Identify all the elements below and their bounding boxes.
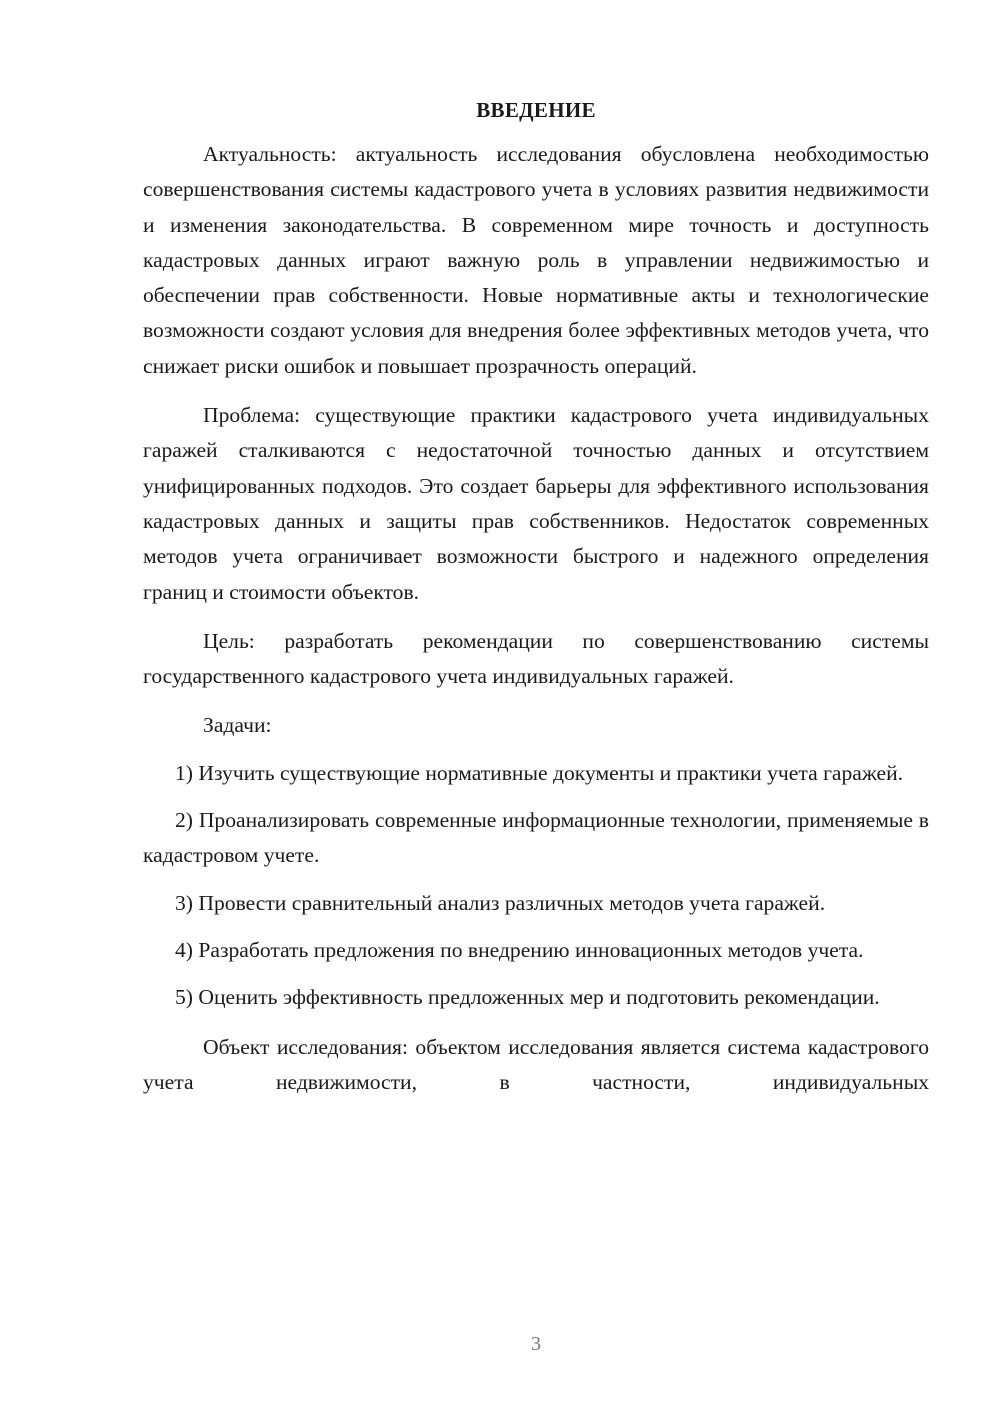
task-item: 4) Разработать предложения по внедрению инновационных методов учета. [175, 937, 864, 962]
task-item: 1) Изучить существующие нормативные документы и практики учета гаражей. [175, 760, 904, 785]
object-paragraph: Объект исследования: объектом исследования является система кадастрового учета недвижимости, в частности, индивидуальных [143, 1034, 929, 1094]
relevance-paragraph: Актуальность: актуальность исследования обусловлена необходимостью совершенствования системы кадастрового учета в условиях развития недвижимости и изменения законодательства. В современном мире точность и доступность кадастровых данных играют важную роль в управлении недвижимостью и обеспечении прав собственности. Новые нормативные акты и технологические возможности создают условия для внедрения более эффективных методов учета, что снижает риски ошибок и повышает прозрачность операций. [143, 142, 929, 378]
section-title: ВВЕДЕНИЕ [476, 98, 596, 122]
goal-paragraph: Цель: разработать рекомендации по совершенствованию системы государственного кадастрового учета индивидуальных гаражей. [143, 628, 929, 689]
page-content [143, 95, 929, 1100]
task-item: 3) Провести сравнительный анализ различных методов учета гаражей. [175, 890, 826, 915]
problem-paragraph: Проблема: существующие практики кадастрового учета индивидуальных гаражей сталкиваются с недостаточной точностью данных и отсутствием унифицированных подходов. Это создает барьеры для эффективного использования кадастровых данных и защиты прав собственников. Недостаток современных методов учета ограничивает возможности быстрого и надежного определения границ и стоимости объектов. [143, 403, 929, 604]
tasks-heading: Задачи: [203, 713, 272, 738]
task-item: 2) Проанализировать современные информационные технологии, применяемые в кадастровом учете. [143, 808, 929, 868]
task-item: 5) Оценить эффективность предложенных мер и подготовить рекомендации. [175, 985, 880, 1010]
page-number: 3 [531, 1333, 541, 1355]
